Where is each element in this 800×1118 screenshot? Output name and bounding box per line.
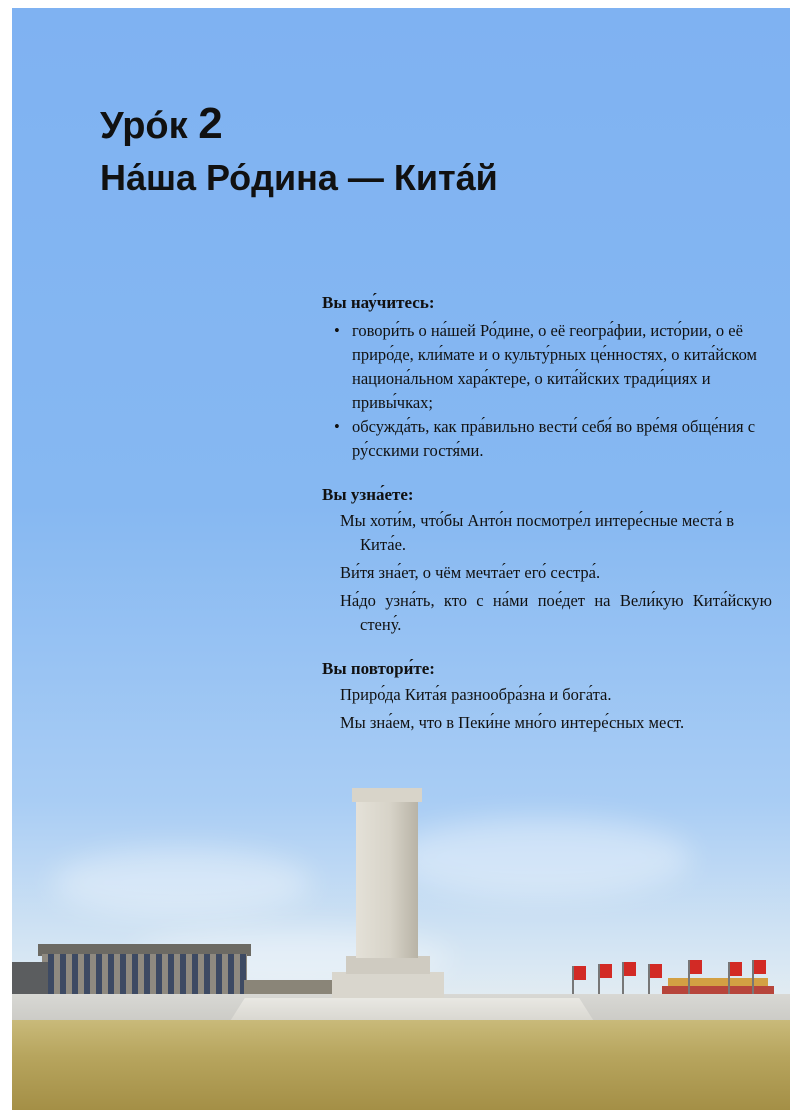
lesson-heading <box>100 101 498 201</box>
know-section <box>322 483 772 637</box>
monument-base <box>332 972 444 998</box>
monument-obelisk <box>356 798 418 958</box>
know-title: Вы узна́ете: <box>322 485 414 504</box>
flag <box>650 964 662 978</box>
flag <box>730 962 742 976</box>
cloud <box>392 818 692 898</box>
repeat-item: Приро́да Кита́я разнообра́зна и бога́та. <box>340 685 612 704</box>
cloud <box>52 848 312 918</box>
know-item: Мы хоти́м, что́бы Анто́н посмотре́л интере́сные места́ в Кита́е. <box>340 511 735 554</box>
know-item: На́до узна́ть, кто с на́ми пое́дет на Вели́кую Кита́йскую стену́. <box>340 591 772 634</box>
flag <box>754 960 766 974</box>
repeat-section <box>322 657 772 735</box>
lesson-goals <box>322 291 772 755</box>
list-item: • говори́ть о на́шей Ро́дине, о её геогра́фии, исто́рии, о её приро́де, кли́мате и о культу́рных це́нностях, о кита́йском национа́льном хара́ктере, о кита́йских тради́циях и привы́чках; <box>352 319 772 415</box>
monument-top <box>352 788 422 802</box>
page <box>12 8 790 1110</box>
lesson-title <box>100 101 498 149</box>
lesson-word: Уро́к <box>100 105 188 147</box>
tiananmen-square-photo <box>12 788 790 1110</box>
learn-section <box>322 291 772 463</box>
lesson-number: 2 <box>198 99 223 148</box>
list-item: • обсужда́ть, как пра́вильно вести́ себя́ во вре́мя обще́ния с ру́сскими гостя́ми. <box>352 415 772 463</box>
monument-plinth <box>346 956 430 974</box>
repeat-item: Мы зна́ем, что в Пеки́не мно́го интере́сных мест. <box>340 713 685 732</box>
lesson-theme: На́ша Ро́дина — Кита́й <box>100 157 498 198</box>
flag <box>600 964 612 978</box>
lawn <box>12 1020 790 1110</box>
learn-title: Вы нау́читесь: <box>322 293 435 312</box>
flag <box>574 966 586 980</box>
flag <box>624 962 636 976</box>
repeat-title: Вы повтори́те: <box>322 659 435 678</box>
learn-list <box>322 319 772 463</box>
flag <box>690 960 702 974</box>
know-item: Ви́тя зна́ет, о чём мечта́ет его́ сестра́. <box>340 563 601 582</box>
